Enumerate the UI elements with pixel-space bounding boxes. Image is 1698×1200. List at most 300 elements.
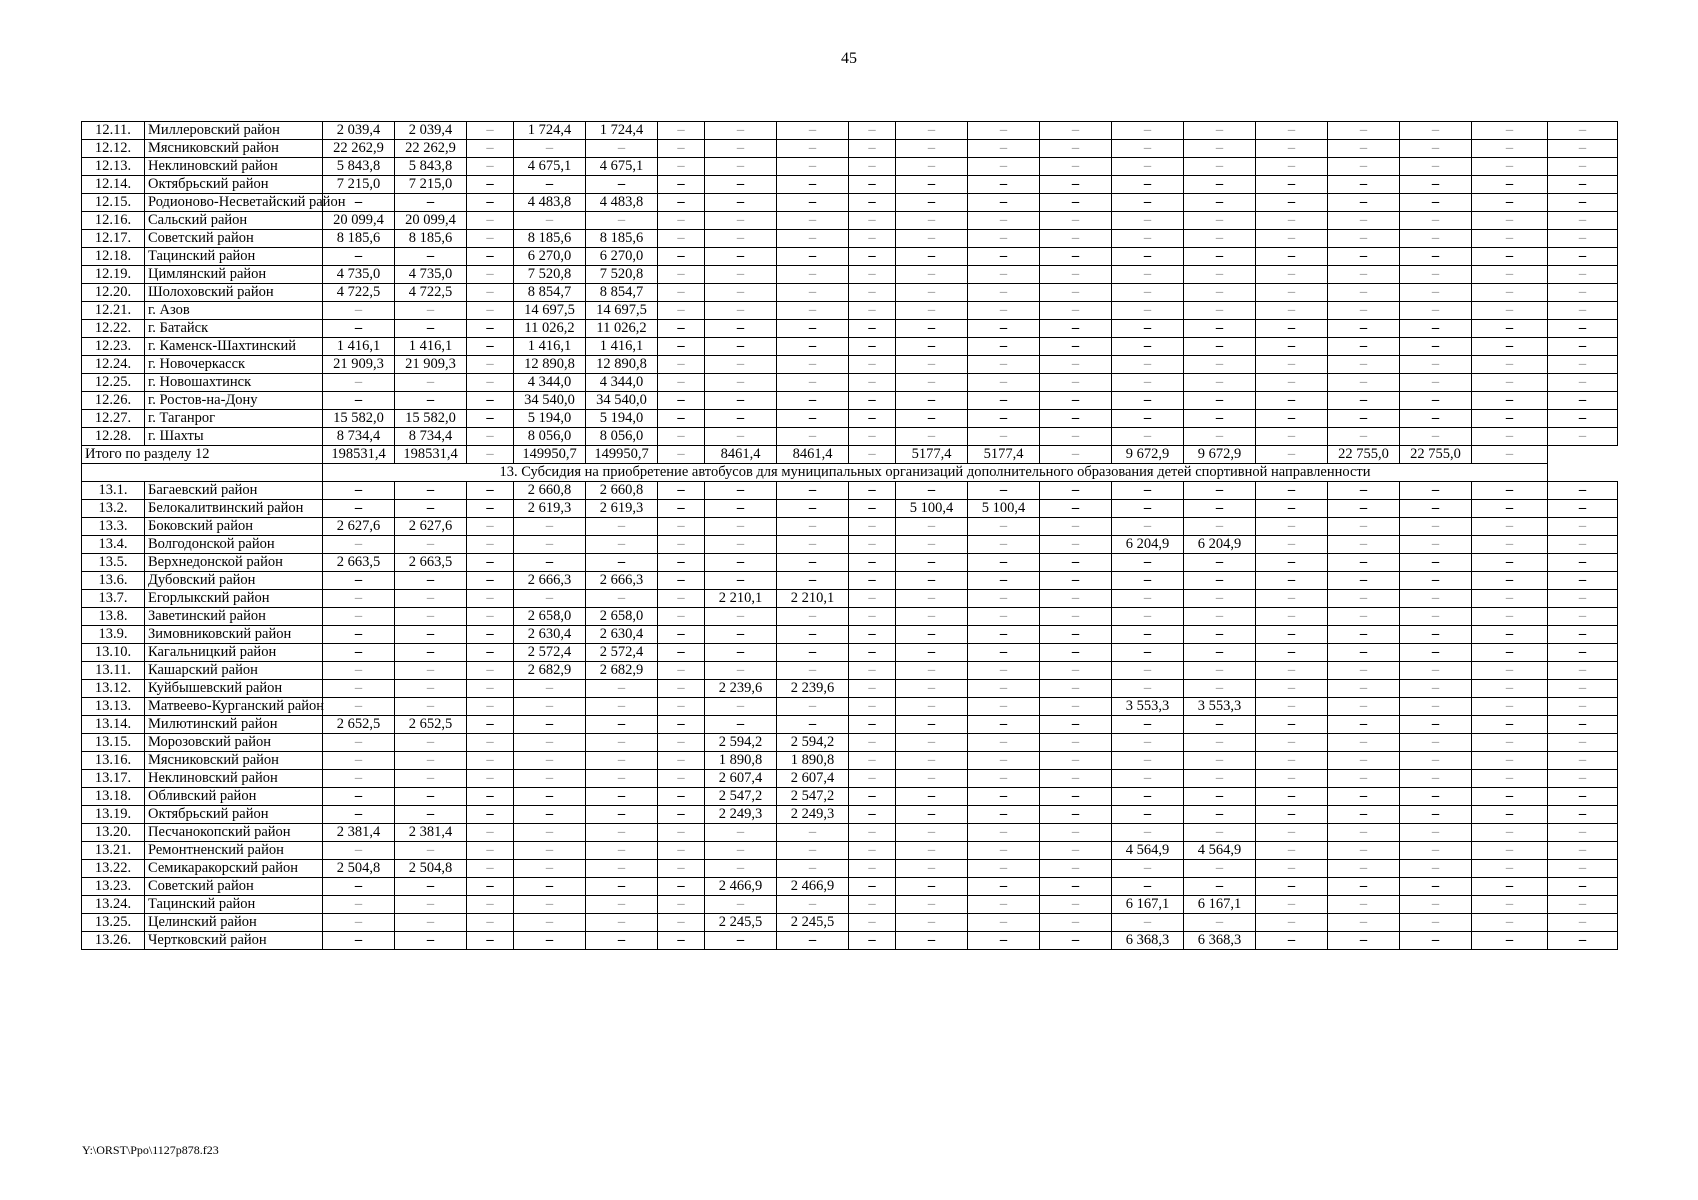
value-cell: – <box>705 320 777 338</box>
value-cell: – <box>968 572 1040 590</box>
value-cell: 8461,4 <box>705 446 777 464</box>
value-cell: – <box>586 896 658 914</box>
value-cell: – <box>1472 122 1548 140</box>
value-cell: – <box>395 392 467 410</box>
value-cell: – <box>467 680 514 698</box>
value-cell: – <box>1112 788 1184 806</box>
value-cell: – <box>896 212 968 230</box>
value-cell: – <box>1400 392 1472 410</box>
table-row <box>82 176 1618 194</box>
value-cell: – <box>968 878 1040 896</box>
value-cell: – <box>896 734 968 752</box>
value-cell: 2 210,1 <box>705 590 777 608</box>
municipality-name: Октябрьский район <box>145 176 323 194</box>
value-cell: – <box>395 932 467 950</box>
value-cell: – <box>514 716 586 734</box>
value-cell: – <box>1184 410 1256 428</box>
value-cell: – <box>1184 608 1256 626</box>
value-cell: – <box>1184 662 1256 680</box>
value-cell: – <box>1328 176 1400 194</box>
value-cell: 2 572,4 <box>514 644 586 662</box>
value-cell: – <box>896 716 968 734</box>
row-number: 13.26. <box>82 932 145 950</box>
value-cell: – <box>1472 590 1548 608</box>
table-row <box>82 626 1618 644</box>
value-cell: – <box>896 176 968 194</box>
value-cell: – <box>705 176 777 194</box>
municipality-name: Багаевский район <box>145 482 323 500</box>
value-cell: 8461,4 <box>777 446 849 464</box>
table-row <box>82 590 1618 608</box>
value-cell: – <box>395 878 467 896</box>
value-cell: – <box>1256 518 1328 536</box>
municipality-name: Советский район <box>145 230 323 248</box>
value-cell: – <box>586 590 658 608</box>
allocation-table <box>81 121 1618 950</box>
section-header-row <box>82 464 1618 482</box>
value-cell: – <box>705 428 777 446</box>
value-cell: – <box>1400 662 1472 680</box>
value-cell: – <box>1400 590 1472 608</box>
value-cell: – <box>1472 572 1548 590</box>
table-row <box>82 482 1618 500</box>
value-cell: – <box>1472 554 1548 572</box>
value-cell: – <box>1328 356 1400 374</box>
value-cell: – <box>896 230 968 248</box>
value-cell: – <box>849 644 896 662</box>
value-cell: – <box>777 140 849 158</box>
value-cell: – <box>705 410 777 428</box>
value-cell: – <box>323 374 395 392</box>
value-cell: – <box>467 860 514 878</box>
value-cell: – <box>1112 644 1184 662</box>
value-cell: – <box>896 428 968 446</box>
value-cell: – <box>1472 806 1548 824</box>
value-cell: – <box>1040 734 1112 752</box>
value-cell: 5 100,4 <box>896 500 968 518</box>
municipality-name: г. Азов <box>145 302 323 320</box>
value-cell: – <box>968 788 1040 806</box>
value-cell: – <box>323 734 395 752</box>
value-cell: – <box>514 932 586 950</box>
row-number: 12.13. <box>82 158 145 176</box>
value-cell: 1 890,8 <box>777 752 849 770</box>
value-cell: 2 682,9 <box>586 662 658 680</box>
value-cell: – <box>658 482 705 500</box>
value-cell: – <box>1400 302 1472 320</box>
value-cell: – <box>586 680 658 698</box>
municipality-name: Обливский район <box>145 788 323 806</box>
value-cell: – <box>896 842 968 860</box>
value-cell: – <box>467 356 514 374</box>
value-cell: – <box>1256 374 1328 392</box>
value-cell: – <box>1040 716 1112 734</box>
value-cell: – <box>705 554 777 572</box>
value-cell: – <box>1548 626 1618 644</box>
value-cell: – <box>1184 230 1256 248</box>
value-cell: – <box>849 230 896 248</box>
value-cell: – <box>968 932 1040 950</box>
value-cell: 2 466,9 <box>705 878 777 896</box>
footer-file-path: Y:\ORST\Ppo\1127p878.f23 <box>82 1143 219 1157</box>
value-cell: – <box>896 392 968 410</box>
value-cell: – <box>1472 734 1548 752</box>
value-cell: – <box>896 608 968 626</box>
row-number: 12.28. <box>82 428 145 446</box>
value-cell: – <box>968 122 1040 140</box>
value-cell: – <box>1400 824 1472 842</box>
value-cell: 2 658,0 <box>586 608 658 626</box>
table-row <box>82 374 1618 392</box>
value-cell: – <box>514 518 586 536</box>
value-cell: – <box>896 482 968 500</box>
row-number: 13.4. <box>82 536 145 554</box>
value-cell: – <box>586 752 658 770</box>
value-cell: – <box>777 896 849 914</box>
value-cell: – <box>586 824 658 842</box>
value-cell: – <box>323 644 395 662</box>
value-cell: – <box>1256 932 1328 950</box>
value-cell: – <box>1548 158 1618 176</box>
value-cell: – <box>1400 734 1472 752</box>
value-cell: 6 270,0 <box>514 248 586 266</box>
value-cell: – <box>1040 212 1112 230</box>
value-cell: – <box>658 212 705 230</box>
value-cell: – <box>777 932 849 950</box>
value-cell: – <box>777 158 849 176</box>
municipality-name: Куйбышевский район <box>145 680 323 698</box>
value-cell: – <box>705 860 777 878</box>
value-cell: – <box>1256 608 1328 626</box>
value-cell: – <box>849 212 896 230</box>
value-cell: – <box>968 356 1040 374</box>
value-cell: 22 755,0 <box>1328 446 1400 464</box>
value-cell: – <box>1328 914 1400 932</box>
value-cell: – <box>395 842 467 860</box>
value-cell: – <box>777 122 849 140</box>
value-cell: 2 249,3 <box>705 806 777 824</box>
value-cell: – <box>968 590 1040 608</box>
value-cell: 7 215,0 <box>323 176 395 194</box>
value-cell: – <box>658 914 705 932</box>
municipality-name: г. Шахты <box>145 428 323 446</box>
value-cell: – <box>1040 770 1112 788</box>
value-cell: – <box>1184 680 1256 698</box>
value-cell: 8 185,6 <box>586 230 658 248</box>
value-cell: – <box>777 626 849 644</box>
value-cell: – <box>1112 410 1184 428</box>
value-cell: – <box>1548 410 1618 428</box>
value-cell: – <box>1184 770 1256 788</box>
value-cell: – <box>777 320 849 338</box>
value-cell: – <box>896 626 968 644</box>
value-cell: – <box>1328 248 1400 266</box>
value-cell: 6 204,9 <box>1112 536 1184 554</box>
value-cell: – <box>896 194 968 212</box>
value-cell: 14 697,5 <box>514 302 586 320</box>
value-cell: – <box>1548 806 1618 824</box>
value-cell: – <box>1472 230 1548 248</box>
value-cell: – <box>586 716 658 734</box>
row-number: 13.5. <box>82 554 145 572</box>
value-cell: 1 416,1 <box>395 338 467 356</box>
value-cell: – <box>849 428 896 446</box>
table-row <box>82 680 1618 698</box>
value-cell: – <box>1256 320 1328 338</box>
value-cell: – <box>1400 158 1472 176</box>
value-cell: – <box>658 536 705 554</box>
value-cell: – <box>849 608 896 626</box>
value-cell: – <box>586 212 658 230</box>
value-cell: – <box>514 824 586 842</box>
value-cell: – <box>1328 878 1400 896</box>
table-row <box>82 770 1618 788</box>
value-cell: – <box>1328 302 1400 320</box>
row-number: 13.2. <box>82 500 145 518</box>
value-cell: – <box>777 662 849 680</box>
value-cell: – <box>1548 482 1618 500</box>
value-cell: – <box>1548 752 1618 770</box>
value-cell: – <box>1040 320 1112 338</box>
value-cell: – <box>1400 482 1472 500</box>
value-cell: – <box>896 824 968 842</box>
value-cell: – <box>658 878 705 896</box>
value-cell: – <box>968 194 1040 212</box>
row-number: 13.21. <box>82 842 145 860</box>
value-cell: – <box>1400 788 1472 806</box>
value-cell: – <box>467 482 514 500</box>
value-cell: – <box>323 932 395 950</box>
value-cell: 2 619,3 <box>514 500 586 518</box>
value-cell: – <box>1328 716 1400 734</box>
value-cell: – <box>1328 698 1400 716</box>
value-cell: – <box>896 662 968 680</box>
value-cell: 12 890,8 <box>586 356 658 374</box>
municipality-name: г. Новошахтинск <box>145 374 323 392</box>
value-cell: 21 909,3 <box>395 356 467 374</box>
table-row <box>82 608 1618 626</box>
value-cell: – <box>777 266 849 284</box>
value-cell: – <box>658 554 705 572</box>
value-cell: 2 504,8 <box>395 860 467 878</box>
value-cell: – <box>1472 662 1548 680</box>
value-cell: – <box>1112 158 1184 176</box>
value-cell: – <box>1472 842 1548 860</box>
value-cell: – <box>1548 392 1618 410</box>
value-cell: 9 672,9 <box>1184 446 1256 464</box>
value-cell: – <box>849 374 896 392</box>
row-number: 12.26. <box>82 392 145 410</box>
table-row <box>82 158 1618 176</box>
value-cell: – <box>1112 518 1184 536</box>
value-cell: – <box>1256 500 1328 518</box>
table-row <box>82 320 1618 338</box>
value-cell: – <box>1040 590 1112 608</box>
value-cell: – <box>705 122 777 140</box>
value-cell: – <box>1040 824 1112 842</box>
municipality-name: Волгодонской район <box>145 536 323 554</box>
value-cell: – <box>1112 356 1184 374</box>
value-cell: – <box>658 698 705 716</box>
value-cell: – <box>777 284 849 302</box>
row-number: 12.21. <box>82 302 145 320</box>
value-cell: – <box>849 698 896 716</box>
value-cell: – <box>1040 842 1112 860</box>
value-cell: – <box>1256 122 1328 140</box>
value-cell: 5177,4 <box>968 446 1040 464</box>
value-cell: – <box>1112 860 1184 878</box>
value-cell: – <box>1256 158 1328 176</box>
row-number: 12.27. <box>82 410 145 428</box>
value-cell: – <box>849 482 896 500</box>
value-cell: – <box>658 302 705 320</box>
value-cell: – <box>849 284 896 302</box>
value-cell: – <box>1184 626 1256 644</box>
value-cell: – <box>777 356 849 374</box>
value-cell: – <box>467 374 514 392</box>
value-cell: – <box>395 248 467 266</box>
value-cell: – <box>896 644 968 662</box>
value-cell: – <box>395 680 467 698</box>
value-cell: – <box>705 500 777 518</box>
value-cell: – <box>1256 662 1328 680</box>
value-cell: – <box>849 248 896 266</box>
value-cell: 2 660,8 <box>586 482 658 500</box>
value-cell: – <box>1184 140 1256 158</box>
value-cell: – <box>1472 482 1548 500</box>
value-cell: 4 564,9 <box>1184 842 1256 860</box>
value-cell: – <box>514 770 586 788</box>
value-cell: – <box>777 338 849 356</box>
value-cell: – <box>1256 680 1328 698</box>
value-cell: – <box>1040 662 1112 680</box>
value-cell: 2 547,2 <box>777 788 849 806</box>
value-cell: – <box>467 644 514 662</box>
value-cell: – <box>1548 608 1618 626</box>
value-cell: – <box>586 860 658 878</box>
value-cell: – <box>658 266 705 284</box>
value-cell: – <box>1400 140 1472 158</box>
value-cell: – <box>1472 860 1548 878</box>
value-cell: – <box>1328 896 1400 914</box>
value-cell: – <box>1112 194 1184 212</box>
municipality-name: Тацинский район <box>145 896 323 914</box>
value-cell: – <box>1256 842 1328 860</box>
value-cell: – <box>467 536 514 554</box>
value-cell: 4 675,1 <box>514 158 586 176</box>
row-number: 13.12. <box>82 680 145 698</box>
value-cell: – <box>896 752 968 770</box>
value-cell: – <box>1472 266 1548 284</box>
municipality-name: Егорлыкский район <box>145 590 323 608</box>
value-cell: – <box>849 392 896 410</box>
value-cell: – <box>849 932 896 950</box>
value-cell: 2 607,4 <box>705 770 777 788</box>
value-cell: – <box>849 788 896 806</box>
table-row <box>82 554 1618 572</box>
value-cell: – <box>1328 392 1400 410</box>
value-cell: 2 249,3 <box>777 806 849 824</box>
value-cell: 5 194,0 <box>586 410 658 428</box>
value-cell: – <box>1184 572 1256 590</box>
municipality-name: Октябрьский район <box>145 806 323 824</box>
row-number: 13.18. <box>82 788 145 806</box>
value-cell: – <box>1472 158 1548 176</box>
value-cell: 2 666,3 <box>514 572 586 590</box>
value-cell: – <box>1112 878 1184 896</box>
row-number: 12.20. <box>82 284 145 302</box>
value-cell: – <box>467 158 514 176</box>
value-cell: 4 735,0 <box>395 266 467 284</box>
value-cell: 4 722,5 <box>395 284 467 302</box>
value-cell: – <box>514 752 586 770</box>
value-cell: – <box>968 284 1040 302</box>
value-cell: – <box>705 356 777 374</box>
value-cell: – <box>1472 896 1548 914</box>
value-cell: – <box>896 860 968 878</box>
value-cell: – <box>1112 374 1184 392</box>
value-cell: – <box>1548 932 1618 950</box>
value-cell: – <box>968 806 1040 824</box>
value-cell: – <box>1400 428 1472 446</box>
value-cell: – <box>586 842 658 860</box>
value-cell: – <box>323 302 395 320</box>
value-cell: – <box>1400 896 1472 914</box>
value-cell: – <box>968 698 1040 716</box>
municipality-name: Ремонтненский район <box>145 842 323 860</box>
value-cell: – <box>849 122 896 140</box>
value-cell: – <box>1112 284 1184 302</box>
value-cell: – <box>1112 914 1184 932</box>
row-number: 13.15. <box>82 734 145 752</box>
value-cell: – <box>395 500 467 518</box>
value-cell: – <box>968 428 1040 446</box>
value-cell: 4 344,0 <box>514 374 586 392</box>
value-cell: – <box>395 770 467 788</box>
value-cell: – <box>1184 824 1256 842</box>
value-cell: 22 262,9 <box>323 140 395 158</box>
value-cell: – <box>896 788 968 806</box>
value-cell: – <box>777 212 849 230</box>
value-cell: – <box>395 608 467 626</box>
value-cell: – <box>849 572 896 590</box>
value-cell: – <box>586 176 658 194</box>
value-cell: 2 652,5 <box>395 716 467 734</box>
row-number: 13.25. <box>82 914 145 932</box>
row-number: 13.17. <box>82 770 145 788</box>
value-cell: – <box>467 248 514 266</box>
value-cell: 11 026,2 <box>586 320 658 338</box>
value-cell: – <box>658 176 705 194</box>
value-cell: – <box>1112 212 1184 230</box>
value-cell: – <box>705 158 777 176</box>
value-cell: – <box>323 662 395 680</box>
value-cell: – <box>705 896 777 914</box>
value-cell: – <box>896 374 968 392</box>
value-cell: – <box>1040 374 1112 392</box>
value-cell: – <box>467 428 514 446</box>
value-cell: – <box>323 752 395 770</box>
value-cell: – <box>658 806 705 824</box>
value-cell: – <box>1548 518 1618 536</box>
value-cell: – <box>1256 824 1328 842</box>
value-cell: – <box>1548 176 1618 194</box>
value-cell: 5 843,8 <box>323 158 395 176</box>
value-cell: – <box>1112 482 1184 500</box>
value-cell: – <box>1040 356 1112 374</box>
value-cell: 20 099,4 <box>395 212 467 230</box>
value-cell: 1 416,1 <box>323 338 395 356</box>
